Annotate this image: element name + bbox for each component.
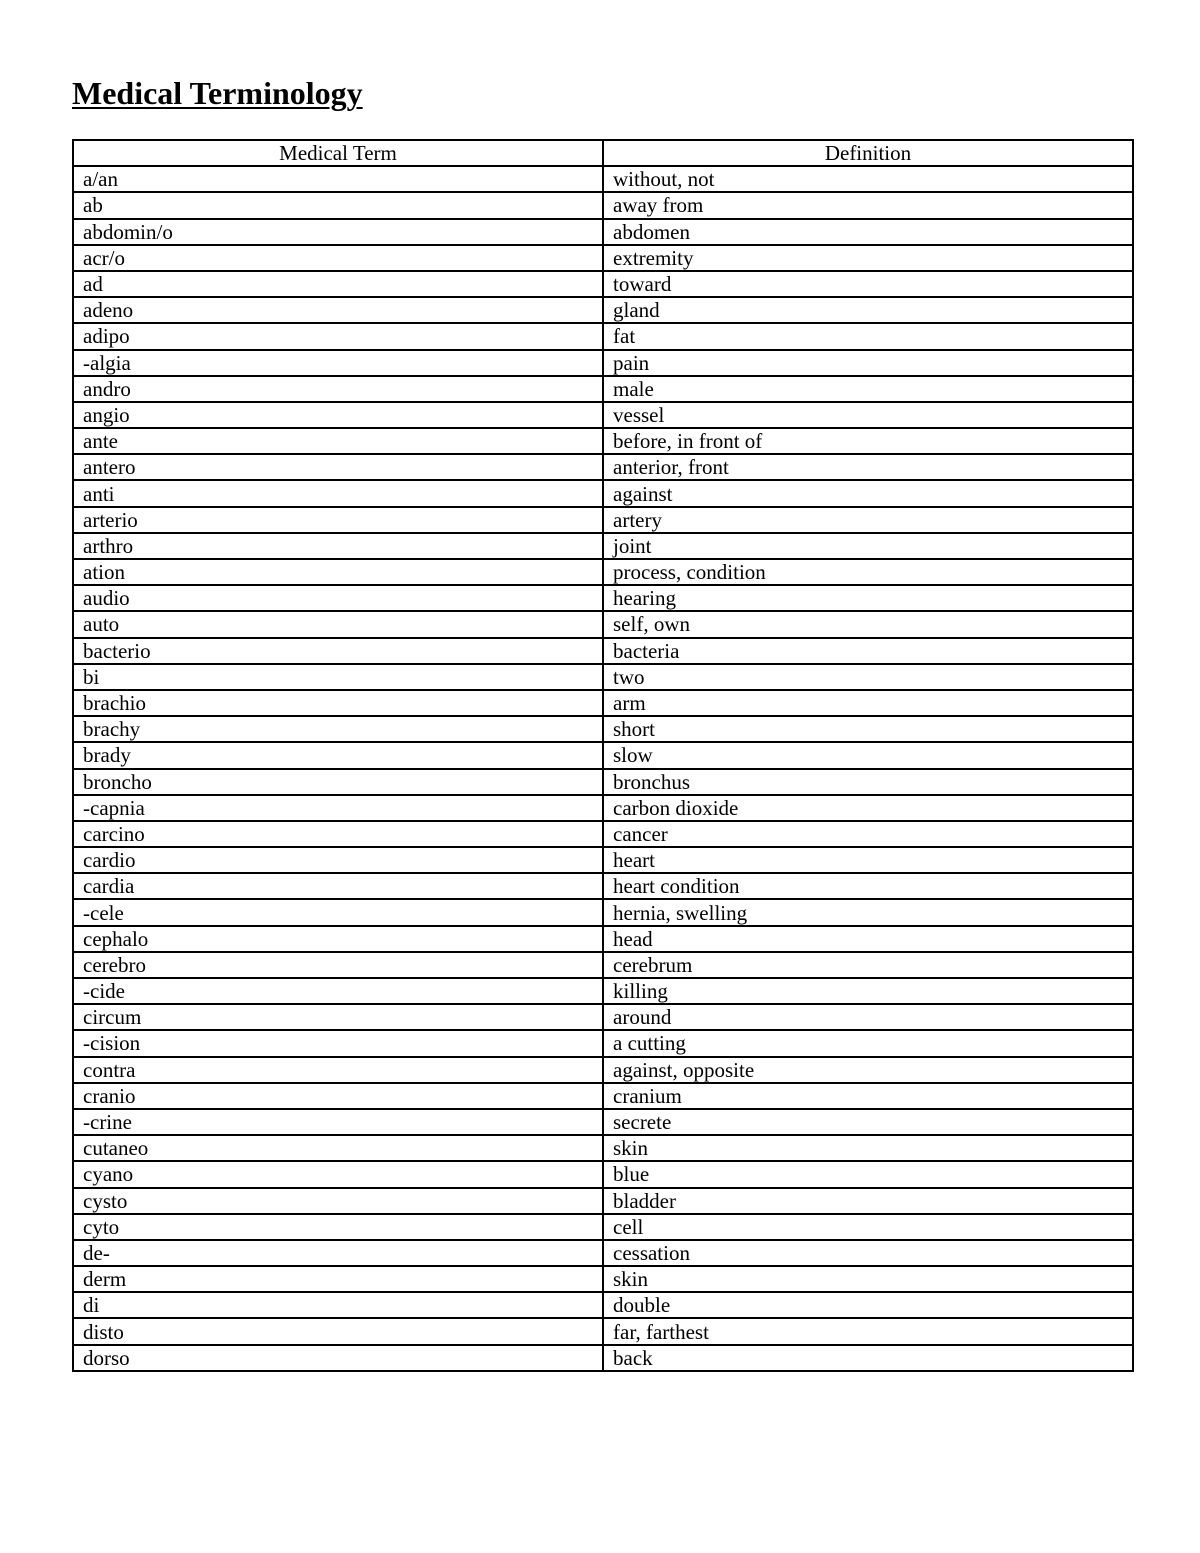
definition-cell: short [603,716,1133,742]
definition-cell: blue [603,1161,1133,1187]
table-row [73,1345,1133,1371]
table-row [73,690,1133,716]
table-row [73,1004,1133,1030]
table-row [73,1292,1133,1318]
definition-cell: toward [603,271,1133,297]
table-row [73,376,1133,402]
definition-cell: heart condition [603,873,1133,899]
term-cell: cysto [73,1188,603,1214]
definition-cell: carbon dioxide [603,795,1133,821]
definition-cell: around [603,1004,1133,1030]
definition-cell: hernia, swelling [603,899,1133,925]
definition-cell: fat [603,323,1133,349]
term-cell: carcino [73,821,603,847]
term-cell: -capnia [73,795,603,821]
table-row [73,742,1133,768]
definition-cell: without, not [603,166,1133,192]
term-cell: circum [73,1004,603,1030]
table-row [73,899,1133,925]
table-row [73,1135,1133,1161]
term-cell: cardio [73,847,603,873]
definition-cell: head [603,926,1133,952]
definition-cell: two [603,664,1133,690]
table-row [73,611,1133,637]
table-row [73,1109,1133,1135]
term-cell: cephalo [73,926,603,952]
table-row [73,507,1133,533]
definition-cell: process, condition [603,559,1133,585]
table-row [73,271,1133,297]
term-cell: brachio [73,690,603,716]
table-row [73,638,1133,664]
definition-cell: secrete [603,1109,1133,1135]
table-row [73,245,1133,271]
definition-cell: extremity [603,245,1133,271]
table-row [73,402,1133,428]
term-cell: adeno [73,297,603,323]
definition-cell: back [603,1345,1133,1371]
definition-cell: before, in front of [603,428,1133,454]
table-row [73,428,1133,454]
table-row [73,1188,1133,1214]
term-cell: de- [73,1240,603,1266]
table-row [73,323,1133,349]
term-cell: -cision [73,1030,603,1056]
table-row [73,219,1133,245]
term-cell: ation [73,559,603,585]
table-row [73,1318,1133,1344]
term-cell: cutaneo [73,1135,603,1161]
table-row [73,1057,1133,1083]
term-cell: bi [73,664,603,690]
term-cell: auto [73,611,603,637]
term-cell: cyano [73,1161,603,1187]
term-cell: di [73,1292,603,1318]
table-header [73,140,1133,166]
table-row [73,795,1133,821]
definition-cell: cessation [603,1240,1133,1266]
term-cell: bacterio [73,638,603,664]
table-row [73,769,1133,795]
term-cell: abdomin/o [73,219,603,245]
term-cell: cardia [73,873,603,899]
term-cell: a/an [73,166,603,192]
definition-cell: far, farthest [603,1318,1133,1344]
table-row [73,585,1133,611]
term-cell: arthro [73,533,603,559]
term-cell: cyto [73,1214,603,1240]
term-cell: angio [73,402,603,428]
table-row [73,480,1133,506]
definition-cell: heart [603,847,1133,873]
column-header-definition: Definition [603,140,1133,166]
term-cell: arterio [73,507,603,533]
table-row [73,1161,1133,1187]
definition-cell: cerebrum [603,952,1133,978]
table-row [73,350,1133,376]
definition-cell: joint [603,533,1133,559]
table-row [73,821,1133,847]
term-cell: ab [73,192,603,218]
definition-cell: gland [603,297,1133,323]
definition-cell: bronchus [603,769,1133,795]
table-row [73,952,1133,978]
table-row [73,1266,1133,1292]
table-row [73,297,1133,323]
definition-cell: cranium [603,1083,1133,1109]
definition-cell: self, own [603,611,1133,637]
term-cell: ad [73,271,603,297]
table-row [73,192,1133,218]
term-cell: antero [73,454,603,480]
term-cell: andro [73,376,603,402]
table-row [73,1030,1133,1056]
definition-cell: pain [603,350,1133,376]
table-row [73,978,1133,1004]
term-cell: brachy [73,716,603,742]
term-cell: disto [73,1318,603,1344]
term-cell: -crine [73,1109,603,1135]
definition-cell: arm [603,690,1133,716]
term-cell: dorso [73,1345,603,1371]
table-row [73,1083,1133,1109]
term-cell: acr/o [73,245,603,271]
term-cell: broncho [73,769,603,795]
table-row [73,716,1133,742]
definition-cell: male [603,376,1133,402]
definition-cell: abdomen [603,219,1133,245]
table-row [73,1214,1133,1240]
definition-cell: away from [603,192,1133,218]
table-row [73,847,1133,873]
definition-cell: bladder [603,1188,1133,1214]
definition-cell: cell [603,1214,1133,1240]
table-row [73,873,1133,899]
definition-cell: skin [603,1266,1133,1292]
column-header-medical-term: Medical Term [73,140,603,166]
term-cell: brady [73,742,603,768]
table-row [73,664,1133,690]
term-cell: -cele [73,899,603,925]
definition-cell: against [603,480,1133,506]
definition-cell: hearing [603,585,1133,611]
definition-cell: bacteria [603,638,1133,664]
definition-cell: slow [603,742,1133,768]
table-body [73,166,1133,1371]
definition-cell: artery [603,507,1133,533]
definition-cell: a cutting [603,1030,1133,1056]
term-cell: anti [73,480,603,506]
table-row [73,533,1133,559]
term-cell: -cide [73,978,603,1004]
table-row [73,454,1133,480]
page-title: Medical Terminology [72,75,363,111]
definition-cell: killing [603,978,1133,1004]
definition-cell: vessel [603,402,1133,428]
term-cell: derm [73,1266,603,1292]
definition-cell: skin [603,1135,1133,1161]
term-cell: adipo [73,323,603,349]
header-row [73,140,1133,166]
term-cell: cerebro [73,952,603,978]
definition-cell: cancer [603,821,1133,847]
term-cell: audio [73,585,603,611]
term-cell: ante [73,428,603,454]
table-row [73,559,1133,585]
definition-cell: double [603,1292,1133,1318]
terminology-table [72,139,1134,1372]
table-row [73,1240,1133,1266]
table-row [73,166,1133,192]
term-cell: -algia [73,350,603,376]
definition-cell: against, opposite [603,1057,1133,1083]
term-cell: contra [73,1057,603,1083]
term-cell: cranio [73,1083,603,1109]
table-row [73,926,1133,952]
definition-cell: anterior, front [603,454,1133,480]
